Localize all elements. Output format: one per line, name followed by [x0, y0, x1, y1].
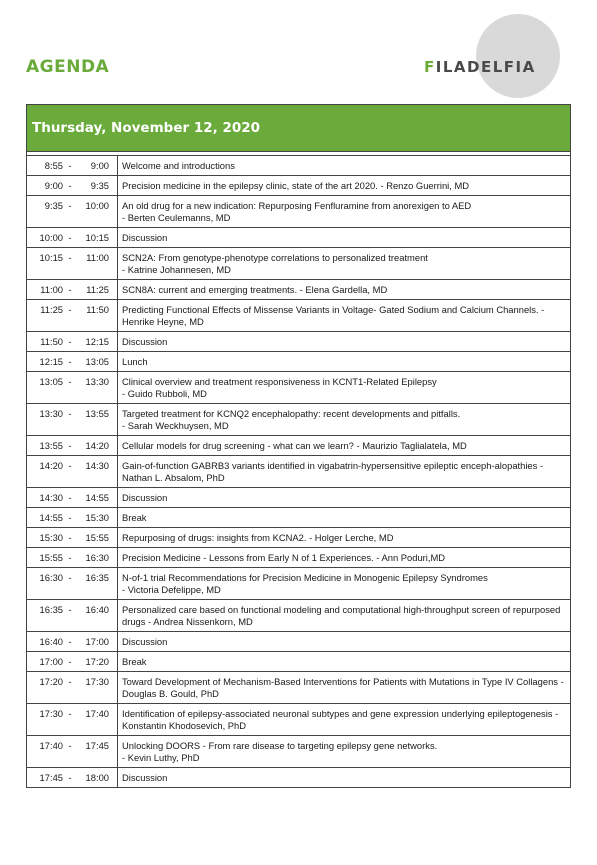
time-cell: [27, 548, 118, 568]
time-cell: [27, 332, 118, 352]
start-time: 9:35: [44, 200, 63, 211]
logo-wordmark: [424, 58, 536, 76]
session-title: An old drug for a new indication: Repurposing Fenfluramine from anorexigen to AED: [122, 200, 472, 211]
session-title: N-of-1 trial Recommendations for Precision Medicine in Monogenic Epilepsy Syndromes: [122, 572, 488, 583]
session-title: SCN2A: From genotype-phenotype correlations to personalized treatment: [122, 252, 428, 263]
end-time: 18:00: [85, 772, 109, 783]
end-time: 13:30: [85, 376, 109, 387]
time-separator: -: [68, 440, 72, 451]
agenda-title: AGENDA: [26, 57, 110, 77]
time-cell: [27, 508, 118, 528]
start-time: 17:45: [39, 772, 63, 783]
time-cell: [27, 568, 118, 600]
session-title: Unlocking DOORS - From rare disease to targeting epilepsy gene networks.: [122, 740, 438, 751]
time-cell: [27, 652, 118, 672]
start-time: 10:15: [39, 252, 63, 263]
table-row: [27, 600, 570, 632]
start-time: 9:00: [44, 180, 63, 191]
end-time: 13:05: [85, 356, 109, 367]
time-cell: [27, 352, 118, 372]
time-separator: -: [68, 460, 72, 471]
session-title: Discussion: [122, 492, 168, 503]
session-title: Cellular models for drug screening - what can we learn? - Maurizio Taglialatela, MD: [122, 440, 467, 451]
session-cell: [118, 736, 571, 768]
time-separator: -: [68, 572, 72, 583]
table-row: [27, 196, 570, 228]
time-separator: -: [68, 552, 72, 563]
start-time: 11:50: [40, 336, 63, 347]
end-time: 17:20: [85, 656, 109, 667]
start-time: 10:00: [39, 232, 63, 243]
end-time: 15:30: [85, 512, 109, 523]
start-time: 13:30: [39, 408, 63, 419]
time-separator: -: [68, 708, 72, 719]
table-row: [27, 436, 570, 456]
time-cell: [27, 404, 118, 436]
start-time: 8:55: [44, 160, 63, 171]
session-speaker: - Katrine Johannesen, MD: [122, 264, 231, 275]
end-time: 10:15: [85, 232, 109, 243]
end-time: 15:55: [85, 532, 109, 543]
time-separator: -: [68, 636, 72, 647]
time-cell: [27, 704, 118, 736]
time-cell: [27, 528, 118, 548]
session-title: Predicting Functional Effects of Missense Variants in Voltage- Gated Sodium and Calcium Channels. - Henrike Heyne, MD: [122, 304, 545, 327]
start-time: 17:00: [39, 656, 63, 667]
table-row: [27, 488, 570, 508]
day-header: Thursday, November 12, 2020: [27, 105, 570, 152]
time-separator: -: [68, 408, 72, 419]
time-separator: -: [68, 180, 72, 191]
session-speaker: - Victoria Defelippe, MD: [122, 584, 221, 595]
table-row: [27, 248, 570, 280]
session-speaker: - Kevin Luthy, PhD: [122, 752, 200, 763]
time-separator: -: [68, 772, 72, 783]
table-row: [27, 768, 570, 788]
end-time: 13:55: [85, 408, 109, 419]
start-time: 14:20: [39, 460, 63, 471]
session-title: Targeted treatment for KCNQ2 encephalopathy: recent developments and pitfalls.: [122, 408, 461, 419]
start-time: 13:55: [39, 440, 63, 451]
table-row: [27, 228, 570, 248]
start-time: 16:30: [39, 572, 63, 583]
logo-first-letter: F: [424, 58, 436, 76]
session-cell: [118, 404, 571, 436]
start-time: 11:00: [40, 284, 63, 295]
time-cell: [27, 600, 118, 632]
session-cell: [118, 704, 571, 736]
time-separator: -: [68, 356, 72, 367]
end-time: 11:25: [86, 284, 109, 295]
table-row: [27, 568, 570, 600]
logo-circle: [476, 14, 560, 98]
time-separator: -: [68, 656, 72, 667]
session-title: Break: [122, 512, 147, 523]
start-time: 16:40: [39, 636, 63, 647]
time-separator: -: [68, 532, 72, 543]
end-time: 14:30: [85, 460, 109, 471]
time-cell: [27, 156, 118, 176]
time-cell: [27, 436, 118, 456]
time-cell: [27, 228, 118, 248]
end-time: 12:15: [85, 336, 109, 347]
table-row: [27, 404, 570, 436]
time-cell: [27, 768, 118, 788]
session-cell: [118, 300, 571, 332]
time-cell: [27, 736, 118, 768]
session-cell: [118, 632, 571, 652]
end-time: 17:40: [85, 708, 109, 719]
end-time: 11:50: [86, 304, 109, 315]
time-cell: [27, 280, 118, 300]
session-cell: [118, 600, 571, 632]
end-time: 17:00: [85, 636, 109, 647]
time-separator: -: [68, 604, 72, 615]
time-cell: [27, 672, 118, 704]
table-row: [27, 352, 570, 372]
time-cell: [27, 632, 118, 652]
session-title: Discussion: [122, 772, 168, 783]
time-separator: -: [68, 232, 72, 243]
start-time: 17:40: [39, 740, 63, 751]
time-separator: -: [68, 376, 72, 387]
table-row: [27, 652, 570, 672]
start-time: 17:30: [39, 708, 63, 719]
end-time: 11:00: [86, 252, 109, 263]
time-separator: -: [68, 512, 72, 523]
session-cell: [118, 176, 571, 196]
session-title: Discussion: [122, 636, 168, 647]
time-cell: [27, 248, 118, 280]
session-cell: [118, 436, 571, 456]
end-time: 17:30: [85, 676, 109, 687]
end-time: 10:00: [85, 200, 109, 211]
time-cell: [27, 196, 118, 228]
time-cell: [27, 456, 118, 488]
end-time: 14:20: [85, 440, 109, 451]
time-cell: [27, 300, 118, 332]
session-cell: [118, 248, 571, 280]
time-separator: -: [68, 492, 72, 503]
session-cell: [118, 352, 571, 372]
end-time: 14:55: [85, 492, 109, 503]
time-separator: -: [68, 284, 72, 295]
table-row: [27, 332, 570, 352]
session-cell: [118, 228, 571, 248]
session-title: Precision Medicine - Lessons from Early N of 1 Experiences. - Ann Poduri,MD: [122, 552, 446, 563]
session-cell: [118, 548, 571, 568]
session-cell: [118, 372, 571, 404]
start-time: 12:15: [39, 356, 63, 367]
start-time: 13:05: [39, 376, 63, 387]
table-row: [27, 704, 570, 736]
table-row: [27, 300, 570, 332]
table-row: [27, 632, 570, 652]
time-separator: -: [68, 252, 72, 263]
end-time: 9:00: [90, 160, 109, 171]
table-row: [27, 176, 570, 196]
session-title: Discussion: [122, 336, 168, 347]
table-row: [27, 372, 570, 404]
session-cell: [118, 332, 571, 352]
session-title: SCN8A: current and emerging treatments. - Elena Gardella, MD: [122, 284, 388, 295]
session-cell: [118, 568, 571, 600]
time-cell: [27, 176, 118, 196]
table-row: [27, 156, 570, 176]
time-separator: -: [68, 200, 72, 211]
session-cell: [118, 528, 571, 548]
time-cell: [27, 372, 118, 404]
time-separator: -: [68, 304, 72, 315]
table-row: [27, 528, 570, 548]
schedule: [27, 156, 570, 787]
session-cell: [118, 508, 571, 528]
table-row: [27, 548, 570, 568]
session-cell: [118, 672, 571, 704]
session-title: Identification of epilepsy-associated neuronal subtypes and gene expression underlying epileptogenesis - Konstantin Khodosevich, PhD: [122, 708, 559, 731]
session-title: Toward Development of Mechanism-Based Interventions for Patients with Mutations in Type IV Collagens - Douglas B. Gould, PhD: [122, 676, 564, 699]
time-separator: -: [68, 676, 72, 687]
session-cell: [118, 156, 571, 176]
time-separator: -: [68, 160, 72, 171]
session-title: Discussion: [122, 232, 168, 243]
session-cell: [118, 280, 571, 300]
session-title: Clinical overview and treatment responsiveness in KCNT1-Related Epilepsy: [122, 376, 437, 387]
session-cell: [118, 196, 571, 228]
start-time: 15:55: [39, 552, 63, 563]
table-row: [27, 736, 570, 768]
end-time: 16:30: [85, 552, 109, 563]
session-title: Break: [122, 656, 147, 667]
start-time: 16:35: [39, 604, 63, 615]
end-time: 9:35: [90, 180, 109, 191]
end-time: 16:40: [85, 604, 109, 615]
table-row: [27, 672, 570, 704]
session-title: Lunch: [122, 356, 148, 367]
table-row: [27, 508, 570, 528]
time-separator: -: [68, 336, 72, 347]
session-title: Gain-of-function GABRB3 variants identified in vigabatrin-hypersensitive epileptic enceph-alopathies - Nathan L. Absalom, PhD: [122, 460, 544, 483]
session-cell: [118, 768, 571, 788]
logo-rest: ILADELFIA: [435, 58, 536, 76]
start-time: 14:30: [39, 492, 63, 503]
time-separator: -: [68, 740, 72, 751]
session-title: Personalized care based on functional modeling and computational high-throughput screen of repurposed drugs - Andrea Nissenkorn, MD: [122, 604, 561, 627]
session-title: Repurposing of drugs: insights from KCNA2. - Holger Lerche, MD: [122, 532, 394, 543]
session-title: Precision medicine in the epilepsy clinic, state of the art 2020. - Renzo Guerrini, MD: [122, 180, 470, 191]
start-time: 15:30: [39, 532, 63, 543]
start-time: 17:20: [39, 676, 63, 687]
session-speaker: - Guido Rubboli, MD: [122, 388, 207, 399]
session-cell: [118, 456, 571, 488]
session-speaker: - Berten Ceulemanns, MD: [122, 212, 231, 223]
agenda-table: [26, 104, 571, 788]
session-speaker: - Sarah Weckhuysen, MD: [122, 420, 229, 431]
session-cell: [118, 652, 571, 672]
time-cell: [27, 488, 118, 508]
end-time: 17:45: [85, 740, 109, 751]
start-time: 11:25: [40, 304, 63, 315]
session-cell: [118, 488, 571, 508]
session-title: Welcome and introductions: [122, 160, 235, 171]
table-row: [27, 456, 570, 488]
table-row: [27, 280, 570, 300]
start-time: 14:55: [39, 512, 63, 523]
end-time: 16:35: [85, 572, 109, 583]
filadelfia-logo-icon: [420, 14, 570, 94]
